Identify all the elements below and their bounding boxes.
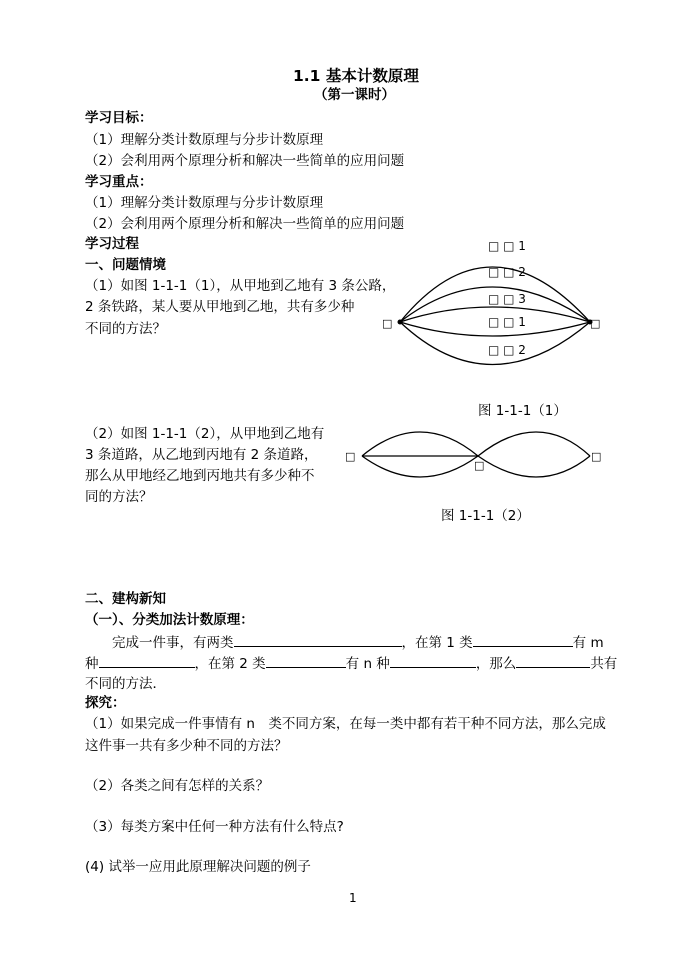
explore-heading: 探究：	[85, 695, 126, 711]
route-label: □ □ 1	[488, 239, 526, 253]
route-curve	[478, 456, 590, 477]
question-line: 同的方法？	[85, 489, 153, 505]
page-subtitle: （第一课时）	[314, 87, 395, 103]
blank-field[interactable]	[266, 654, 346, 668]
route-curve	[362, 432, 478, 456]
route-curve	[478, 432, 590, 456]
question-line: 那么从甲地经乙地到丙地共有多少种不	[85, 468, 315, 484]
blank-field[interactable]	[234, 633, 402, 647]
node-label-end: □	[590, 317, 601, 330]
route-diagram-2	[340, 420, 610, 480]
fill-in-line-2: 种 ，在第 2 类 有 n 种 ，那么 共有	[85, 656, 618, 672]
blank-field[interactable]	[99, 654, 195, 668]
explore-question: (4) 试举一应用此原理解决问题的例子	[85, 859, 311, 875]
explore-question: （1）如果完成一件事情有 n 类不同方案，在每一类中都有若干种不同方法，那么完成	[85, 716, 606, 732]
route-label: □ □ 2	[488, 343, 526, 357]
focus-heading: 学习重点：	[85, 174, 153, 190]
blank-field[interactable]	[390, 654, 476, 668]
question-line: （2）如图 1-1-1（2），从甲地到乙地有	[85, 426, 325, 442]
explore-question: （2）各类之间有怎样的关系？	[85, 778, 270, 794]
node-label-start: □	[382, 317, 393, 330]
route-curve	[362, 456, 478, 477]
blank-field[interactable]	[516, 654, 590, 668]
explore-question: （3）每类方案中任何一种方法有什么特点?	[85, 819, 344, 835]
focus-item: （1）理解分类计数原理与分步计数原理	[85, 195, 324, 211]
route-label: □ □ 3	[488, 292, 526, 306]
blank-field[interactable]	[473, 633, 573, 647]
question-line: 2 条铁路，某人要从甲地到乙地，共有多少种	[85, 299, 355, 315]
goal-item: （2）会利用两个原理分析和解决一些简单的应用问题	[85, 153, 405, 169]
fill-in-line-1: 完成一件事，有两类 ，在第 1 类 有 m	[112, 635, 604, 651]
figure-caption: 图 1-1-1（2）	[441, 508, 530, 524]
node-dot	[398, 320, 403, 325]
subsection-heading: （一）、分类加法计数原理：	[85, 612, 254, 628]
route-label: □ □ 1	[488, 315, 526, 329]
goals-heading: 学习目标：	[85, 110, 153, 126]
goal-item: （1）理解分类计数原理与分步计数原理	[85, 132, 324, 148]
process-heading: 学习过程	[85, 236, 139, 252]
explore-question: 这件事一共有多少种不同的方法？	[85, 738, 288, 754]
figure-caption: 图 1-1-1（1）	[478, 403, 567, 419]
node-label-start: □	[345, 450, 356, 463]
focus-item: （2）会利用两个原理分析和解决一些简单的应用问题	[85, 216, 405, 232]
fill-in-line-3: 不同的方法．	[85, 676, 166, 692]
question-line: 3 条道路，从乙地到丙地有 2 条道路，	[85, 447, 318, 463]
page-title: 1.1 基本计数原理	[293, 67, 419, 85]
route-label: □ □ 2	[488, 265, 526, 279]
node-label-mid: □	[474, 459, 485, 472]
node-label-end: □	[591, 450, 602, 463]
route-diagram-1	[380, 232, 610, 372]
question-line: 不同的方法？	[85, 321, 166, 337]
section-heading: 二、建构新知	[85, 591, 166, 607]
page-number: 1	[349, 891, 357, 905]
section-heading: 一、问题情境	[85, 257, 166, 273]
question-line: （1）如图 1-1-1（1），从甲地到乙地有 3 条公路，	[85, 278, 396, 294]
